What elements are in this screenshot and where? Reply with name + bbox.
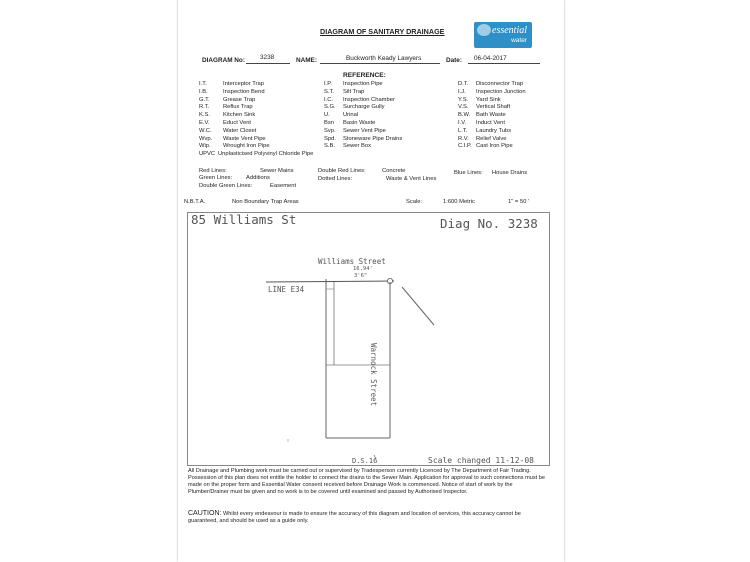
diagram-no-value: 3238 — [260, 54, 275, 61]
ref-code: I.J. — [458, 88, 466, 95]
ref-desc: Inspection Chamber — [343, 96, 395, 103]
ref-desc: Inspection Junction — [476, 88, 526, 95]
ref-code: S.G. — [324, 104, 336, 111]
ref-code: Svp. — [324, 127, 336, 134]
ref-code: D.T. — [458, 81, 469, 87]
ref-desc: Sewer Vent Pipe — [343, 127, 386, 134]
ref-desc: Cast Iron Pipe — [476, 143, 513, 150]
sewer-line-label: LINE E34 — [268, 285, 305, 294]
dimension-1: 16.94' — [353, 266, 373, 272]
plan-diag-no: Diag No. 3238 — [440, 216, 538, 231]
ref-desc: Waste Vent Pipe — [223, 135, 266, 142]
legend-dotted-desc: Waste & Vent Lines — [386, 176, 437, 182]
ref-desc: Wrought Iron Pipe — [223, 143, 270, 150]
ref-code: R.V. — [458, 135, 469, 142]
ref-desc: Induct Vent — [476, 120, 506, 126]
ref-code: L.T. — [458, 127, 468, 134]
diagram-no-label: DIAGRAM No: — [202, 57, 245, 64]
legend-double-red-desc: Concrete — [382, 168, 406, 174]
ref-code-upvc: UPVC — [199, 151, 216, 157]
ref-desc: Disconnector Trap — [476, 81, 524, 87]
ref-desc: Interceptor Trap — [223, 81, 264, 87]
legend-nbta-desc: Non Boundary Trap Areas — [232, 199, 299, 205]
reference-title: REFERENCE: — [343, 72, 386, 79]
ref-desc: Sewer Box — [343, 143, 372, 150]
ref-code: S.B. — [324, 143, 335, 150]
ref-code: G.T. — [199, 96, 210, 103]
ref-desc: Vertical Shaft — [476, 104, 511, 111]
footer-notice: All Drainage and Plumbing work must be carried out or supervised by Tradesperson currently Licenced by The Department of Fair Trading. Possession of this plan does not entitle the holder to connect the drains to the Sewer Main. Application for approval to such connections must be made on the proper form and Essential Water consent received before Drainage Work is commenced. Notice of start of work by the Plumber/Drainer must be given and no work is to be covered until examined and passed by Authorised Inspector. — [188, 468, 545, 495]
caution-label: CAUTION: — [188, 510, 222, 517]
legend-blue: Blue Lines: — [454, 170, 483, 176]
ref-desc: Kitchen Sink — [223, 112, 256, 119]
ref-code: Y.S. — [458, 96, 469, 103]
ref-desc: Stoneware Pipe Drains — [343, 135, 403, 142]
legend-double-green-desc: Easement — [270, 183, 297, 189]
ref-code: I.B. — [199, 88, 208, 95]
legend-double-red: Double Red Lines: — [318, 168, 366, 174]
ref-code: K.S. — [199, 112, 210, 119]
ref-desc: Yard Sink — [476, 96, 501, 103]
legend-dotted: Dotted Lines: — [318, 176, 353, 182]
scale-metric: 1:600 Metric — [443, 199, 475, 205]
ref-code: U. — [324, 112, 330, 119]
dimension-2: 3'6" — [354, 273, 368, 279]
name-value: Buckworth Keady Lawyers — [346, 55, 422, 62]
ref-desc: Water Closet — [223, 127, 257, 134]
legend-green: Green Lines: — [199, 175, 233, 181]
legend-red-lines: Red Lines: — [199, 168, 227, 174]
ref-desc: Grease Trap — [223, 96, 256, 103]
ref-code: C.I.P. — [458, 143, 472, 150]
ref-code: I.P. — [324, 81, 332, 87]
ref-code: I.T. — [199, 81, 207, 87]
ref-code: Wip. — [199, 143, 211, 150]
ref-code: E.V. — [199, 120, 210, 126]
drainage-plan-frame — [187, 212, 550, 466]
ref-code: Wvp. — [199, 135, 213, 142]
ref-desc: Silt Trap — [343, 88, 365, 95]
logo-sub: water — [511, 37, 527, 44]
name-label: NAME: — [296, 57, 317, 64]
date-value: 06-04-2017 — [474, 55, 507, 62]
plan-address: 85 Williams St — [191, 212, 297, 227]
ref-desc: Bath Waste — [476, 112, 506, 119]
ref-code: Bsn — [324, 120, 334, 126]
ref-code: I.C. — [324, 96, 334, 103]
footer-caution — [188, 510, 550, 525]
scale-changed-note: Scale changed 11-12-08 — [428, 456, 534, 465]
ref-desc: Inspection Pipe — [343, 81, 383, 87]
legend-red-desc: Sewer Mains — [260, 168, 294, 174]
ref-code: B.W. — [458, 112, 471, 119]
ref-desc: Reflux Trap — [223, 104, 253, 111]
logo-word: essential — [492, 25, 527, 36]
ref-desc: Laundry Tubs — [476, 127, 512, 134]
date-label: Date: — [446, 57, 462, 64]
scale-imperial: 1" = 50 ' — [508, 199, 530, 205]
document-title: DIAGRAM OF SANITARY DRAINAGE — [320, 27, 445, 36]
legend-green-desc: Additions — [246, 175, 270, 181]
ref-desc: Urinal — [343, 112, 359, 119]
ref-code: I.V. — [458, 120, 467, 126]
ref-desc: Relief Valve — [476, 135, 507, 142]
ref-desc: Surcharge Gully — [343, 104, 385, 111]
street-label-side: Warnock Street — [369, 343, 378, 407]
street-label-top: Williams Street — [318, 257, 386, 266]
legend-double-green: Double Green Lines: — [199, 183, 253, 189]
drainage-diagram-sheet — [178, 0, 564, 562]
ref-code: S.T. — [324, 88, 334, 95]
caution-text: Whilst every endeavour is made to ensure the accuracy of this diagram and location of services, this accuracy cannot be guaranteed, and should be used as a guide only. — [188, 511, 521, 524]
ds-label: D.S.16 — [352, 457, 378, 465]
ref-code: V.S. — [458, 104, 469, 111]
legend-nbta: N.B.T.A. — [184, 199, 206, 205]
essential-water-logo — [474, 22, 532, 48]
ref-desc: Inspection Bend — [223, 88, 265, 95]
plan-drawing — [188, 213, 549, 465]
droplet-icon — [477, 24, 491, 36]
ref-code: R.T. — [199, 104, 210, 111]
ref-desc: Basin Waste — [343, 120, 376, 126]
ref-code: Spd. — [324, 135, 336, 142]
legend-blue-desc: House Drains — [492, 170, 528, 176]
ref-desc: Educt Vent — [223, 120, 252, 126]
ref-code: W.C. — [199, 127, 212, 134]
scale-label: Scale: — [406, 199, 423, 205]
ref-desc-upvc: Unplasticised Polyvinyl Chloride Pipe — [218, 151, 314, 157]
